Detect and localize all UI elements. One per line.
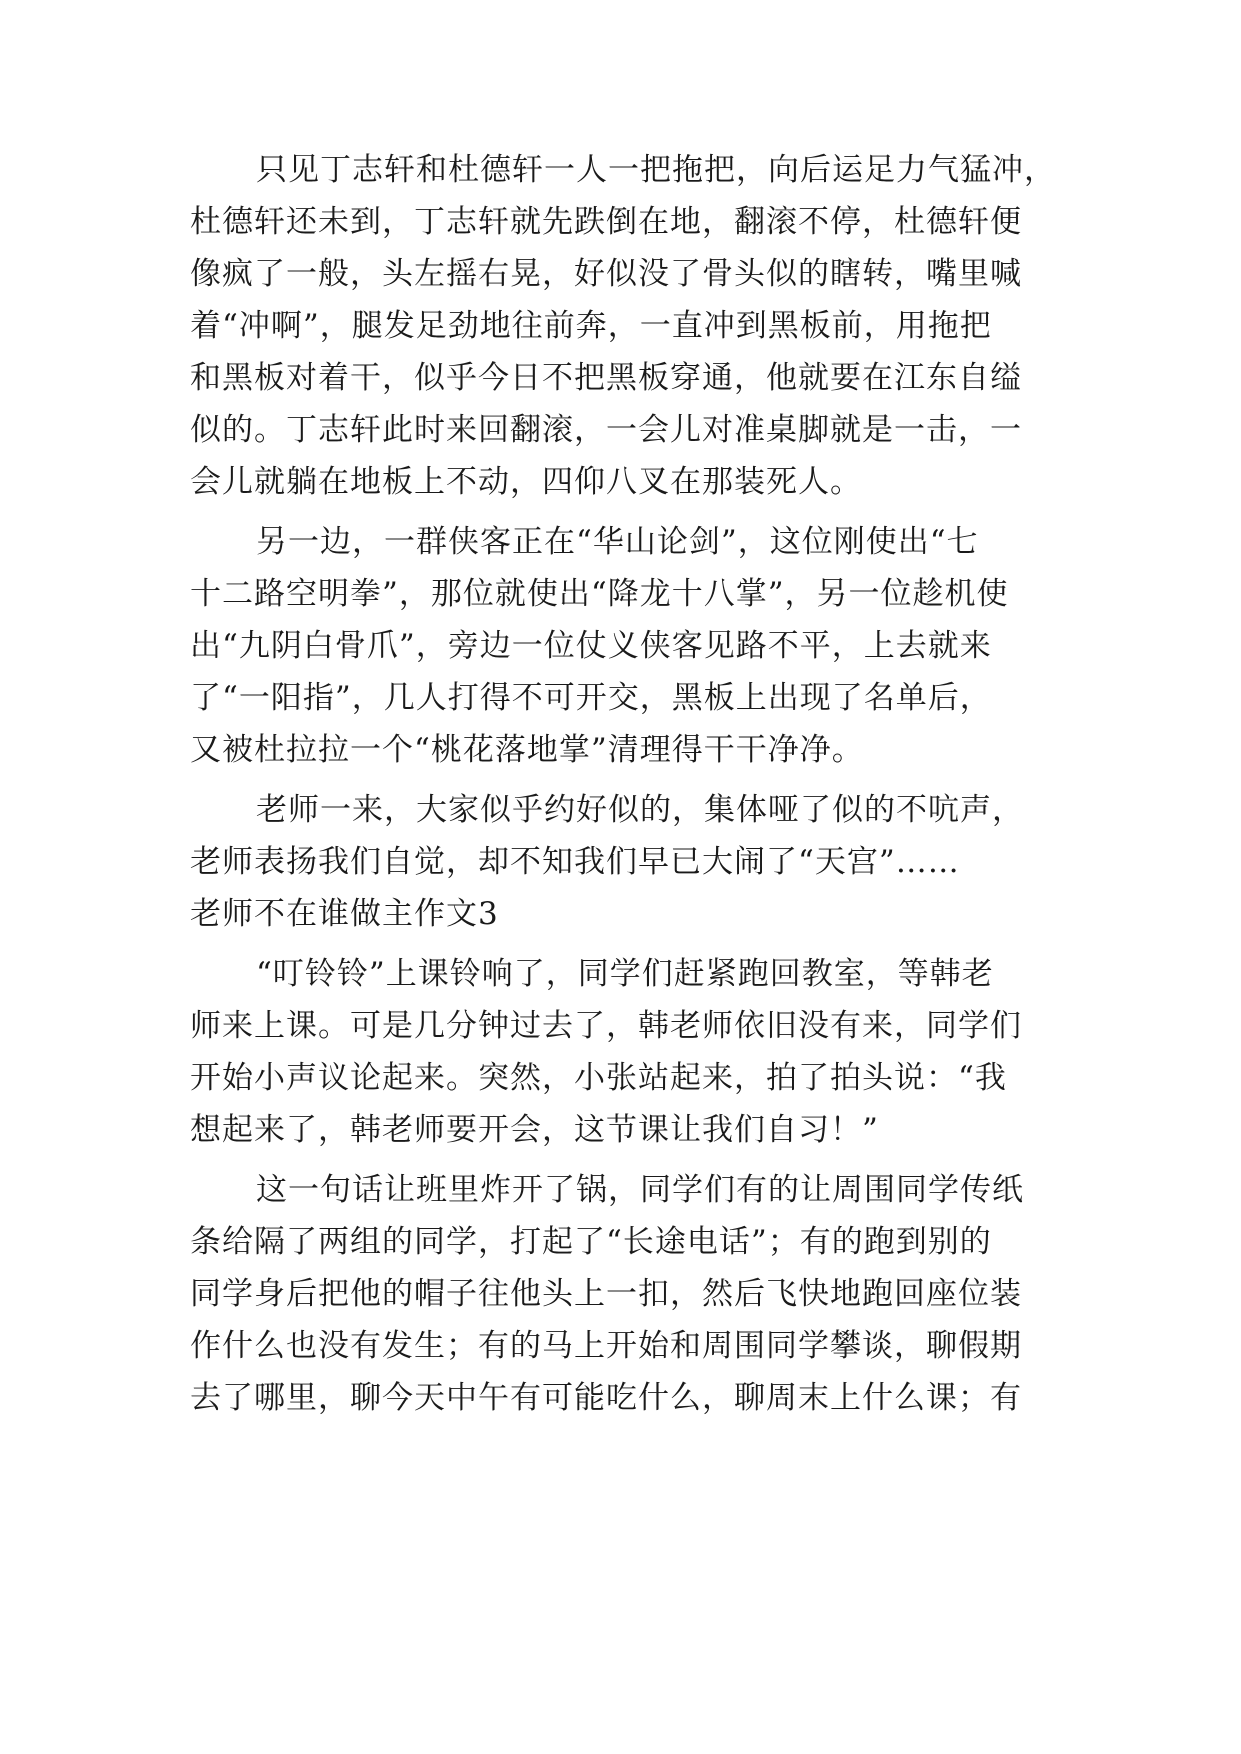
text-line: 像疯了一般，头左摇右晃，好似没了骨头似的瞎转，嘴里喊 (190, 256, 1022, 292)
text-line: 去了哪里，聊今天中午有可能吃什么，聊周末上什么课；有 (190, 1380, 1022, 1416)
text-line: 只见丁志轩和杜德轩一人一把拖把，向后运足力气猛冲， (256, 152, 1056, 188)
text-line: 作什么也没有发生；有的马上开始和周围同学攀谈，聊假期 (190, 1328, 1022, 1364)
section-heading: 老师不在谁做主作文3 (190, 896, 499, 932)
text-line: 又被杜拉拉一个“桃花落地掌”清理得干干净净。 (190, 732, 864, 768)
text-line: 老师一来，大家似乎约好似的，集体哑了似的不吭声， (256, 792, 1024, 828)
text-line: 另一边，一群侠客正在“华山论剑”，这位刚使出“七 (256, 524, 979, 560)
text-line: 条给隔了两组的同学，打起了“长途电话”；有的跑到别的 (190, 1224, 992, 1260)
text-line: 似的。丁志轩此时来回翻滚，一会儿对准桌脚就是一击，一 (190, 412, 1022, 448)
text-line: 着“冲啊”，腿发足劲地往前奔，一直冲到黑板前，用拖把 (190, 308, 992, 344)
text-line: 开始小声议论起来。突然，小张站起来，拍了拍头说：“我 (190, 1060, 1007, 1096)
text-line: 出“九阴白骨爪”，旁边一位仗义侠客见路不平，上去就来 (190, 628, 992, 664)
text-line: “叮铃铃”上课铃响了，同学们赶紧跑回教室，等韩老 (256, 956, 994, 992)
text-line: 这一句话让班里炸开了锅，同学们有的让周围同学传纸 (256, 1172, 1024, 1208)
text-line: 老师表扬我们自觉，却不知我们早已大闹了“天宫”…… (190, 844, 960, 880)
text-line: 了“一阳指”，几人打得不可开交，黑板上出现了名单后， (190, 680, 992, 716)
text-line: 和黑板对着干，似乎今日不把黑板穿通，他就要在江东自缢 (190, 360, 1022, 396)
text-line: 想起来了，韩老师要开会，这节课让我们自习！” (190, 1112, 879, 1148)
text-line: 杜德轩还未到，丁志轩就先跌倒在地，翻滚不停，杜德轩便 (190, 204, 1022, 240)
text-line: 师来上课。可是几分钟过去了，韩老师依旧没有来，同学们 (190, 1008, 1022, 1044)
text-line: 会儿就躺在地板上不动，四仰八叉在那装死人。 (190, 464, 862, 500)
text-line: 十二路空明拳”，那位就使出“降龙十八掌”，另一位趁机使 (190, 576, 1009, 612)
text-line: 同学身后把他的帽子往他头上一扣，然后飞快地跑回座位装 (190, 1276, 1022, 1312)
